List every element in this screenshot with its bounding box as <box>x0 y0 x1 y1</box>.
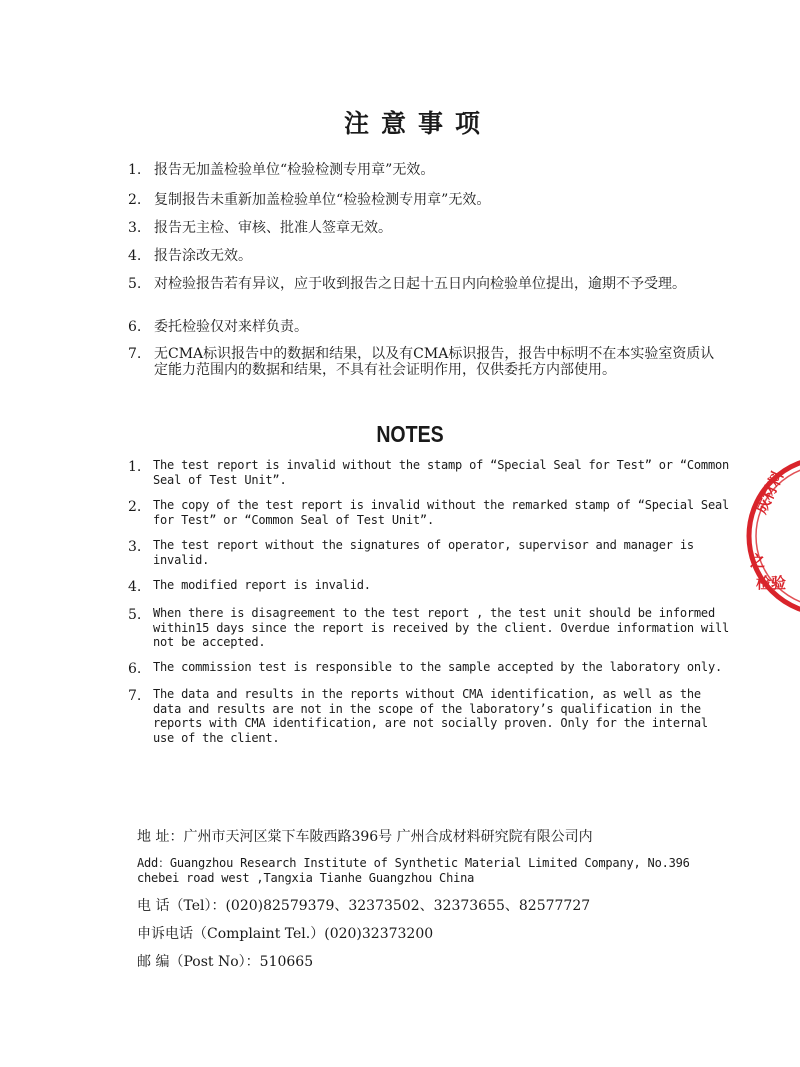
cn-note-3 <box>128 220 392 236</box>
cn-note-text: 报告无加盖检验单位“检验检测专用章”无效。 <box>154 162 435 178</box>
cn-note-text: 报告无主检、审核、批准人签章无效。 <box>154 220 392 236</box>
cn-note-number: 6. <box>128 319 142 335</box>
en-note-number: 7. <box>128 688 142 704</box>
en-note-text: When there is disagreement to the test report , the test unit should be informed within15 days since the report is received by the client. Overdue information will not be accepted. <box>153 606 730 649</box>
cn-note-text: 无CMA标识报告中的数据和结果，以及有CMA标识报告，报告中标明不在本实验室资质认定能力范围内的数据和结果，不具有社会证明作用，仅供委托方内部使用。 <box>154 346 715 378</box>
seal-text-top: 成材料 <box>752 468 788 517</box>
en-note-number: 4. <box>128 579 142 595</box>
cn-note-text: 报告涂改无效。 <box>154 248 252 264</box>
cn-note-4 <box>128 248 252 264</box>
en-note-2 <box>128 498 733 527</box>
en-note-text: The modified report is invalid. <box>153 578 371 592</box>
en-note-4 <box>128 578 733 593</box>
en-note-text: The data and results in the reports without CMA identification, as well as the data and results are not in the scope of the laboratory’s qualification in the reports with CMA identification, are not socially proven. Only for the internal use of the client. <box>153 687 708 745</box>
en-note-number: 6. <box>128 661 142 677</box>
cn-note-7 <box>128 346 728 378</box>
en-note-text: The test report is invalid without the stamp of “Special Seal for Test” or “Common Seal of Test Unit”. <box>153 458 730 487</box>
complaint-telephone: 申诉电话（Complaint Tel.）(020)32373200 <box>137 926 434 942</box>
en-title: NOTES <box>376 421 444 447</box>
cn-note-text: 对检验报告若有异议，应于收到报告之日起十五日内向检验单位提出，逾期不予受理。 <box>154 276 686 292</box>
cn-note-2 <box>128 192 490 208</box>
en-note-1 <box>128 458 733 487</box>
telephone: 电 话（Tel）：(020)82579379、32373502、32373655、82577727 <box>137 898 591 914</box>
cn-note-number: 7. <box>128 346 142 362</box>
partial-red-seal-stamp <box>732 456 800 616</box>
address-cn: 地 址：广州市天河区棠下车陂西路396号 广州合成材料研究院有限公司内 <box>137 829 593 845</box>
seal-text-bottom: 检验 <box>756 574 787 592</box>
en-note-5 <box>128 606 733 650</box>
cn-note-text: 委托检验仅对来样负责。 <box>154 319 308 335</box>
cn-note-1 <box>128 162 434 178</box>
address-en: Add：Guangzhou Research Institute of Synthetic Material Limited Company, No.396 chebei road west ,Tangxia Tianhe Guangzhou China <box>137 856 690 885</box>
en-note-6 <box>128 660 733 675</box>
en-note-number: 3. <box>128 539 142 555</box>
en-note-number: 1. <box>128 459 142 475</box>
en-note-3 <box>128 538 733 567</box>
en-note-7 <box>128 687 733 745</box>
seal-text-mid: 之 <box>750 552 766 570</box>
en-note-number: 5. <box>128 607 142 623</box>
cn-note-text: 复制报告未重新加盖检验单位“检验检测专用章”无效。 <box>154 192 491 208</box>
cn-note-6 <box>128 319 308 335</box>
cn-title: 注意事项 <box>343 109 492 138</box>
en-note-number: 2. <box>128 499 142 515</box>
cn-note-number: 4. <box>128 248 142 264</box>
postcode: 邮 编（Post No）：510665 <box>137 954 314 970</box>
en-note-text: The copy of the test report is invalid without the remarked stamp of “Special Seal for Test” or “Common Seal of Test Unit”. <box>153 498 730 527</box>
en-note-text: The commission test is responsible to the sample accepted by the laboratory only. <box>153 660 722 674</box>
cn-note-number: 5. <box>128 276 142 292</box>
cn-note-number: 1. <box>128 162 142 178</box>
cn-note-number: 3. <box>128 220 142 236</box>
cn-note-number: 2. <box>128 192 142 208</box>
en-note-text: The test report without the signatures of operator, supervisor and manager is invalid. <box>153 538 694 567</box>
cn-note-5 <box>128 276 728 292</box>
